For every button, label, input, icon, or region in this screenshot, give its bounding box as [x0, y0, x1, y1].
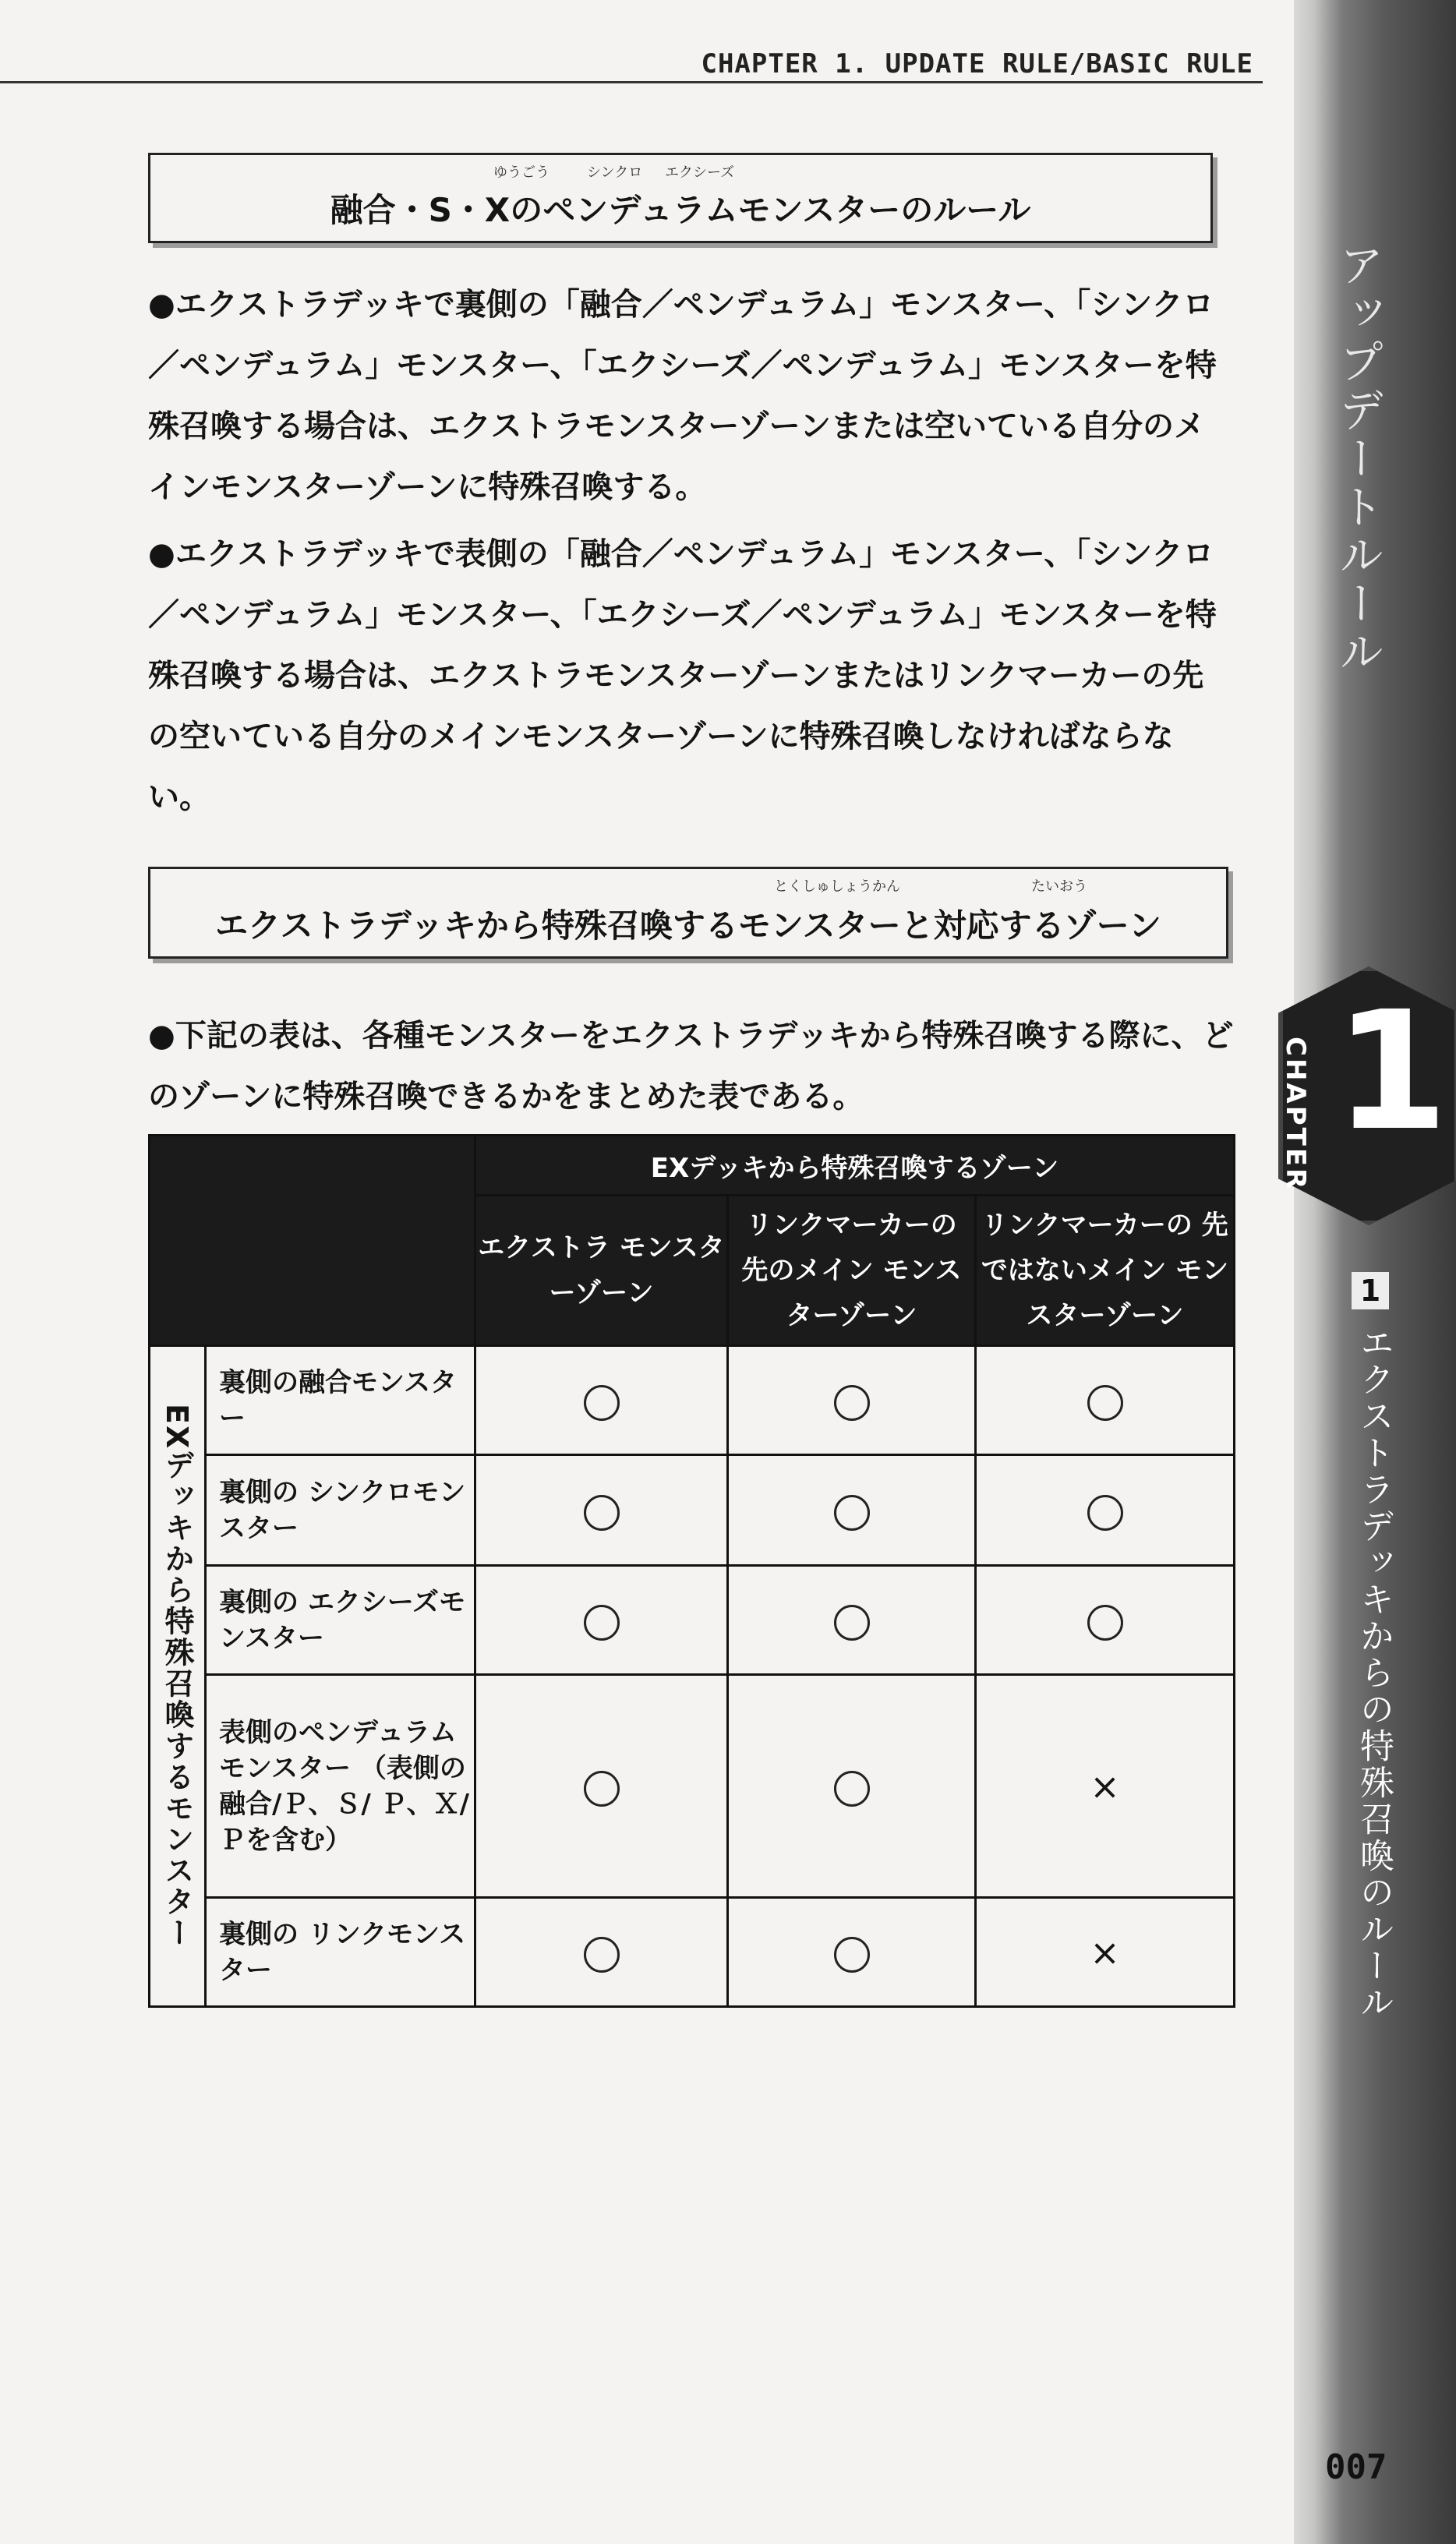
table-group-header: EXデッキから特殊召喚するゾーン [475, 1136, 1235, 1196]
circle-mark [1087, 1385, 1123, 1421]
section2-title-box [148, 867, 1228, 959]
circle-mark [834, 1771, 870, 1807]
table-cell [728, 1346, 976, 1455]
side-section-title: エクストラデッキからの特殊召喚のルール [1354, 1325, 1394, 2021]
row-header-facedown-synchro: 裏側の シンクロモンスター [206, 1455, 475, 1566]
table-corner [150, 1136, 475, 1346]
section1-ruby-3: エクシーズ [665, 164, 735, 181]
section1-ruby-1: ゆうごう [493, 164, 550, 181]
circle-mark [834, 1385, 870, 1421]
page-number: 007 [1325, 2447, 1387, 2487]
table-cell [475, 1675, 728, 1898]
circle-mark [584, 1771, 620, 1807]
row-header-facedown-link: 裏側の リンクモンスター [206, 1898, 475, 2007]
table-cell [475, 1898, 728, 2007]
row-header-facedown-xyz: 裏側の エクシーズモンスター [206, 1566, 475, 1675]
circle-mark [834, 1937, 870, 1973]
table-cell [728, 1898, 976, 2007]
section1-title: 融合・S・Xのペンデュラムモンスターのルール [330, 191, 1031, 229]
chapter-number: 1 [1334, 976, 1449, 1167]
header-rule [0, 81, 1263, 83]
table-cell [475, 1455, 728, 1566]
circle-mark [584, 1495, 620, 1531]
section-number-badge: 1 [1352, 1272, 1389, 1309]
circle-mark [1087, 1495, 1123, 1531]
section2-paragraph: ●下記の表は、各種モンスターをエクストラデッキから特殊召喚する際に、どのゾーンに特殊召喚できるかをまとめた表である。 [148, 1018, 1234, 1115]
section2-ruby-1: とくしゅしょうかん [774, 878, 900, 895]
cross-mark: × [1090, 1765, 1120, 1807]
section2-ruby-2: たいおう [1031, 878, 1087, 895]
circle-mark [834, 1495, 870, 1531]
cross-mark: × [1090, 1931, 1120, 1973]
table-cell [976, 1346, 1235, 1455]
table-cell [728, 1455, 976, 1566]
section1-paragraph-1: ●エクストラデッキで裏側の「融合／ペンデュラム」モンスター、「シンクロ／ペンデュラム」モンスター、「エクシーズ／ペンデュラム」モンスターを特殊召喚する場合は、エクストラモンスターゾーンまたは空いている自分のメインモンスターゾーンに特殊召喚する。 [148, 287, 1217, 505]
table-cell [728, 1675, 976, 1898]
circle-mark [834, 1605, 870, 1641]
column-header-linked-main-zone: リンクマーカーの 先のメイン モンスターゾーン [728, 1196, 976, 1346]
section1-paragraph-2: ●エクストラデッキで表側の「融合／ペンデュラム」モンスター、「シンクロ／ペンデュラム」モンスター、「エクシーズ／ペンデュラム」モンスターを特殊召喚する場合は、エクストラモンスターゾーンまたはリンクマーカーの先の空いている自分のメインモンスターゾーンに特殊召喚しなければならない。 [148, 536, 1217, 815]
column-header-extra-zone: エクストラ モンスターゾーン [475, 1196, 728, 1346]
table-cell [976, 1455, 1235, 1566]
table-cell [475, 1566, 728, 1675]
circle-mark [1087, 1605, 1123, 1641]
section2-title: エクストラデッキから特殊召喚するモンスターと対応するゾーン [215, 906, 1161, 945]
row-header-faceup-pendulum: 表側のペンデュラム モンスター （表側の融合/Ｐ、Ｓ/ Ｐ、Ｘ/Ｐを含む） [206, 1675, 475, 1898]
row-group-header [150, 1346, 206, 2007]
side-tab-title: アップデートルール [1331, 242, 1384, 677]
circle-mark [584, 1385, 620, 1421]
running-header: CHAPTER 1. UPDATE RULE/BASIC RULE [701, 48, 1253, 80]
table-cell [976, 1566, 1235, 1675]
circle-mark [584, 1937, 620, 1973]
column-header-unlinked-main-zone: リンクマーカーの 先ではないメイン モンスターゾーン [976, 1196, 1235, 1346]
row-group-label: EXデッキから特殊召喚するモンスター [160, 1403, 194, 1949]
table-cell [976, 1898, 1235, 2007]
summon-zone-table [148, 1134, 1235, 2008]
circle-mark [584, 1605, 620, 1641]
chapter-word: CHAPTER [1280, 1037, 1311, 1192]
section1-title-box [148, 153, 1213, 243]
table-cell [728, 1566, 976, 1675]
table-cell [976, 1675, 1235, 1898]
section1-ruby-2: シンクロ [587, 164, 643, 181]
table-cell [475, 1346, 728, 1455]
row-header-facedown-fusion: 裏側の融合モンスター [206, 1346, 475, 1455]
